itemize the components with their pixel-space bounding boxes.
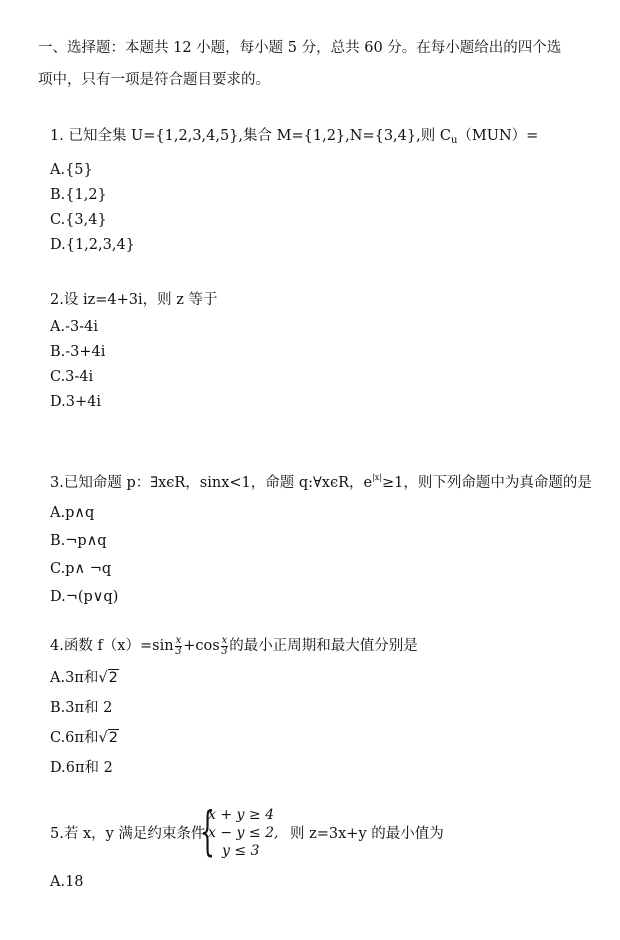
- question-3-option-a: A.p∧q: [50, 505, 95, 521]
- left-brace: {: [200, 802, 215, 862]
- question-2-option-c: C.3-4i: [50, 369, 94, 385]
- question-4-option-b: B.3π和 2: [50, 700, 113, 716]
- sqrt-radicand: 2: [108, 670, 118, 686]
- question-3-option-d: D.¬(p∨q): [50, 589, 119, 605]
- question-4-stem-text: 4.函数 f（x）=sin: [50, 638, 174, 654]
- question-2-option-a: A.-3-4i: [50, 319, 98, 335]
- question-2-stem: 2.设 iz=4+3i，则 z 等于: [50, 292, 218, 308]
- fraction-denominator: 3: [221, 645, 228, 657]
- constraint-3: y ≤ 3: [222, 843, 260, 859]
- question-1-option-c: C.{3,4}: [50, 212, 107, 228]
- section-heading-line1: 一、选择题：本题共 12 小题，每小题 5 分，总共 60 分。在每小题给出的四个选: [38, 40, 562, 56]
- fraction-x-over-3: [175, 636, 183, 657]
- question-5-stem-tail: 则 z=3x+y 的最小值为: [290, 826, 444, 842]
- question-4-stem-tail: 的最小正周期和最大值分别是: [229, 638, 418, 654]
- question-5-stem-head: 5.若 x，y 满足约束条件: [50, 826, 206, 842]
- question-1-stem-tail: （MUN）=: [457, 128, 539, 144]
- question-4-option-c-text: C.6π和: [50, 730, 99, 746]
- question-3-stem-tail: ≥1，则下列命题中为真命题的是: [382, 475, 592, 491]
- question-1-stem-text: 1. 已知全集 U={1,2,3,4,5},集合 M={1,2},N={3,4},则 C: [50, 128, 451, 144]
- question-4-stem-cos: +cos: [183, 638, 220, 654]
- question-4-option-d: D.6π和 2: [50, 760, 113, 776]
- fraction-numerator: x: [175, 634, 182, 646]
- question-4-option-a-text: A.3π和: [50, 670, 99, 686]
- fraction-numerator: x: [221, 634, 228, 646]
- constraint-1: x + y ≥ 4: [208, 807, 274, 823]
- sqrt-symbol: √2: [98, 730, 118, 746]
- question-3-stem: [50, 468, 592, 493]
- section-heading-line2: 项中，只有一项是符合题目要求的。: [38, 72, 270, 88]
- complement-subscript: u: [450, 135, 458, 146]
- question-5-option-a: A.18: [50, 874, 84, 890]
- fraction-denominator: 3: [175, 645, 182, 657]
- question-1-stem: [50, 126, 538, 151]
- exponent-superscript: |x|: [372, 473, 383, 482]
- question-4-option-a: [50, 668, 119, 688]
- question-3-stem-text: 3.已知命题 p：∃xϵR，sinx<1，命题 q:∀xϵR，e: [50, 475, 373, 491]
- constraint-system: [200, 802, 290, 862]
- sqrt-radicand: 2: [108, 730, 118, 746]
- question-4-option-c: [50, 728, 119, 748]
- fraction-x-over-3: [221, 636, 229, 657]
- question-3-option-b: B.¬p∧q: [50, 533, 107, 549]
- question-2-option-b: B.-3+4i: [50, 344, 106, 360]
- question-4-stem: [50, 633, 418, 659]
- question-1-option-d: D.{1,2,3,4}: [50, 237, 135, 253]
- question-1-option-b: B.{1,2}: [50, 187, 107, 203]
- question-2-option-d: D.3+4i: [50, 394, 101, 410]
- question-3-option-c: C.p∧ ¬q: [50, 561, 112, 577]
- question-1-option-a: A.{5}: [50, 162, 93, 178]
- constraint-2: x − y ≤ 2,: [208, 825, 279, 841]
- sqrt-symbol: √2: [98, 670, 118, 686]
